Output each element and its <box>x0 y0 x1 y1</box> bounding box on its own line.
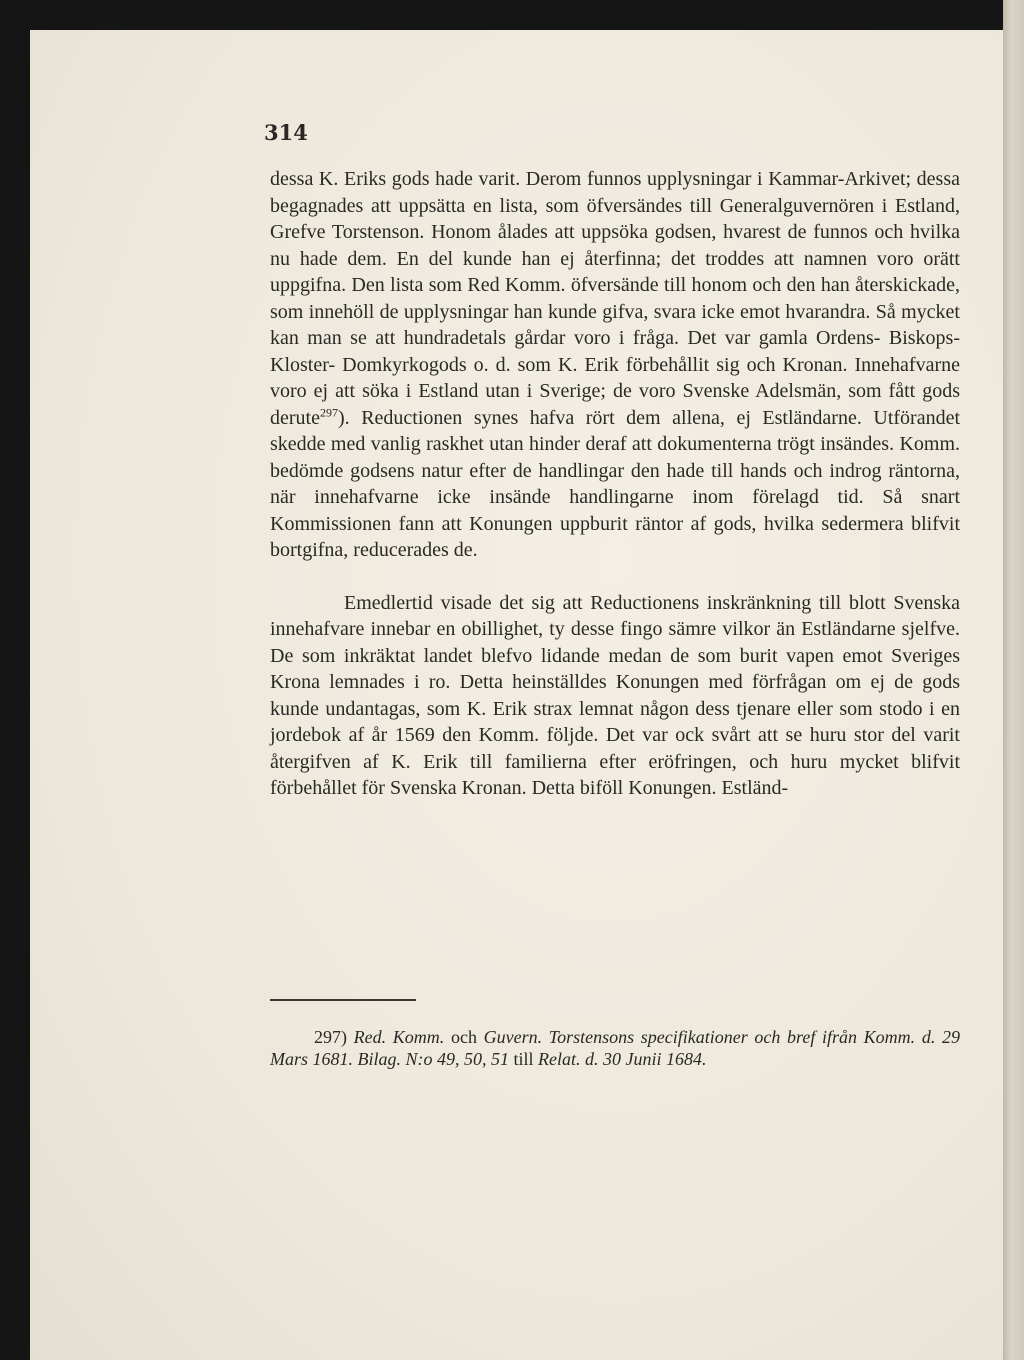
paragraph-1 <box>270 166 960 564</box>
footnote-source-2: Guvern. Torstensons specifikationer och bref ifrån Komm. d. 29 Mars 1681. Bilag. N:o 49, 50, 51 <box>270 1027 960 1069</box>
footnote-source-1: Red. Komm. <box>353 1027 445 1047</box>
footnote-reference: 297 <box>319 404 338 419</box>
paragraph-1-continued: ). Reductionen synes hafva rört dem allena, ej Estländarne. Utförandet skedde med vanlig raskhet utan hinder deraf att dokumenterna trögt insändes. Komm. bedömde godsens natur efter de handlingar den hade till hands och indrog räntorna, när innehafvarne icke insände handlingarne inom förelagd tid. Så snart Kommissionen fann att Konungen uppburit räntor af gods, hvilka sedermera blifvit bortgifna, reducerades de. <box>270 406 960 561</box>
page-number: 314 <box>264 120 308 145</box>
footnote-divider <box>270 999 416 1001</box>
paragraph-1-text: dessa K. Eriks gods hade varit. Derom funnos upplysningar i Kammar-Arkivet; dessa begagnades att uppsätta en lista, som öfversändes till Generalguvernören i Estland, Grefve Torstenson. Honom ålades att uppsöka godsen, hvarest de funnos och hvilka nu hade dem. En del kunde han ej återfinna; det troddes att namnen voro orätt uppgifna. Den lista som Red Komm. öfversände till honom och den han återskickade, som innehöll de upplysningar han kunde gifva, svara icke emot hvarandra. Så mycket kan man se att hundradetals gårdar voro i fråga. Det var gamla Ordens- Biskops- Kloster- Domkyrkogods o. d. som K. Erik förbehållit sig och Kronan. Innehafvarne voro ej att söka i Estland utan i Sverige; de voro Svenske Adelsmän, som fått gods derute <box>270 168 960 429</box>
footnote-preposition: till <box>509 1049 539 1069</box>
footnote <box>270 1026 960 1070</box>
footnote-label: 297) <box>314 1027 347 1047</box>
footnote-conjunction: och <box>444 1027 484 1047</box>
next-page-edge <box>1003 0 1024 1360</box>
body-text <box>270 166 960 802</box>
footnote-source-3: Relat. d. 30 Junii 1684. <box>538 1049 707 1069</box>
paragraph-2: Emedlertid visade det sig att Reductionens inskränkning till blott Svenska innehafvare innebar en obillighet, ty desse fingo sämre vilkor än Estländarne sjelfve. De som inkräktat landet blefvo lidande medan de som burit vapen emot Sveriges Krona lemnades i ro. Detta heinställdes Konungen med förfrågan om ej de gods kunde undantagas, som K. Erik strax lemnat någon dess tjenare eller som stodo i en jordebok af år 1569 den Komm. följde. Det var ock svårt att se huru stor del varit återgifven af K. Erik till familierna efter eröfringen, och huru mycket blifvit förbehållet för Svenska Kronan. Detta biföll Konungen. Estländ- <box>270 591 960 799</box>
